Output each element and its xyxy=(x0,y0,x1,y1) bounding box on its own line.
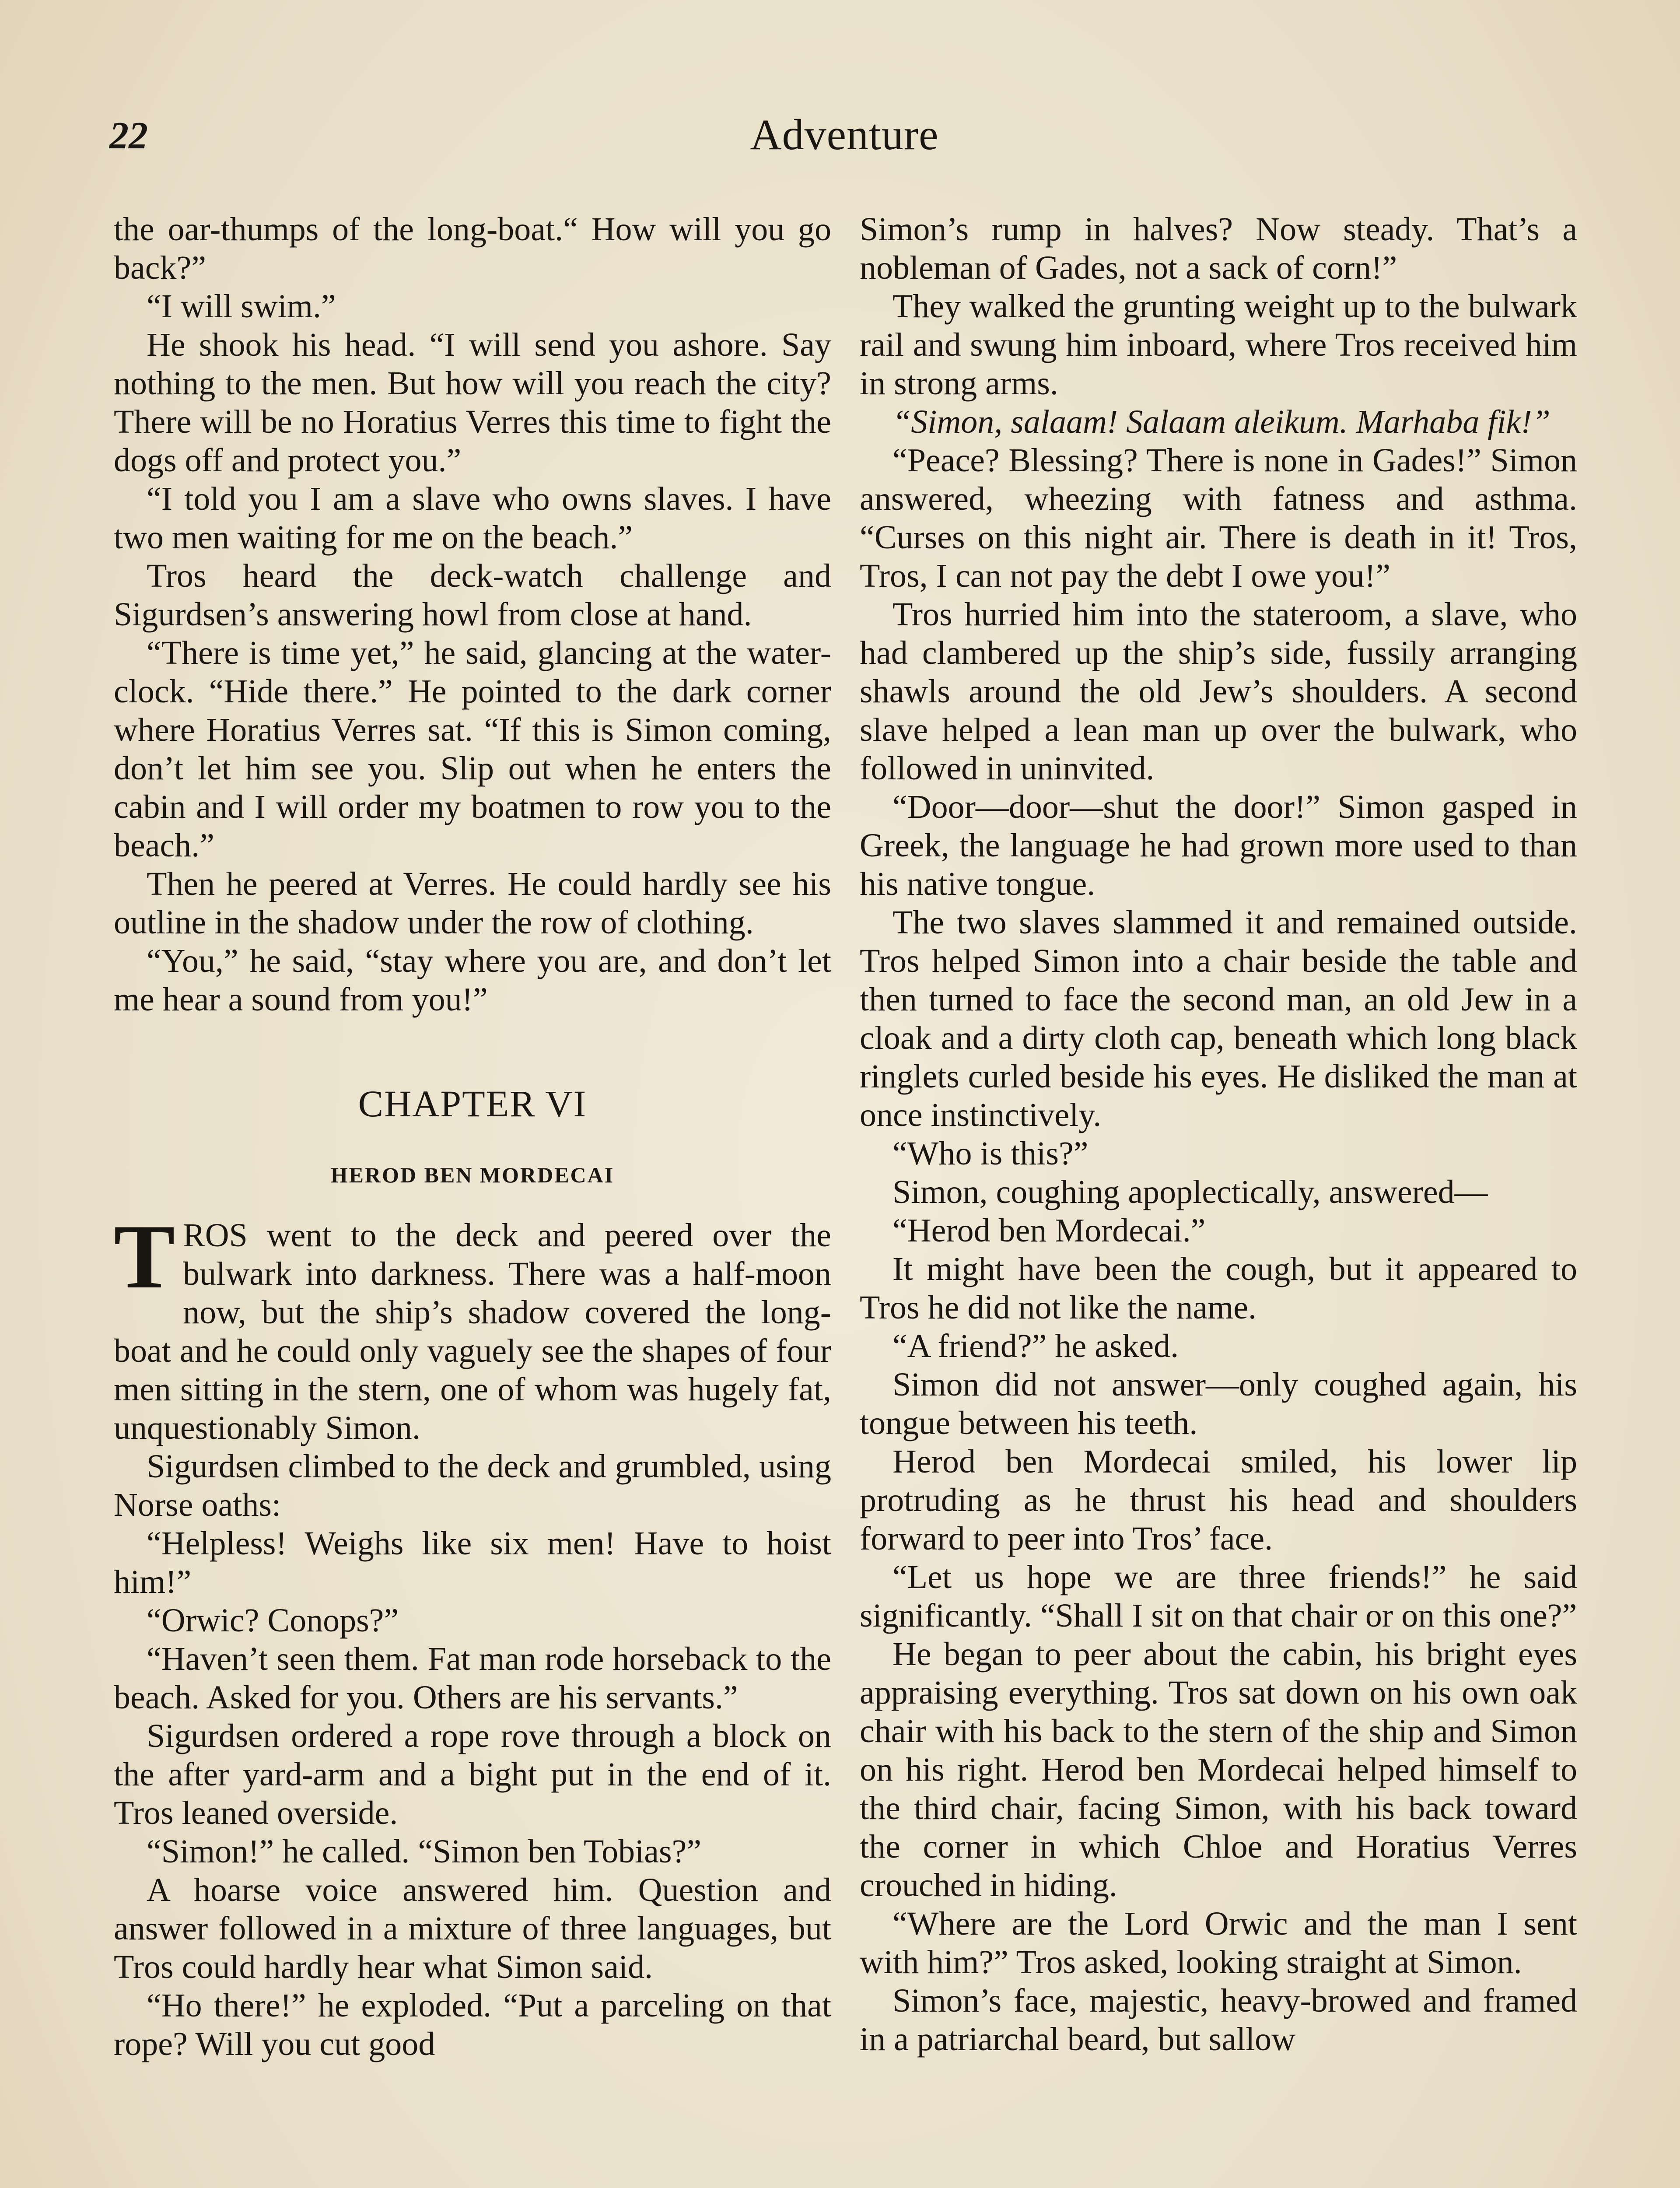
paragraph: “Helpless! Weighs like six men! Have to hoist him!” xyxy=(114,1525,831,1600)
paragraph: “Orwic? Conops?” xyxy=(147,1602,399,1639)
paragraph: “A friend?” he asked. xyxy=(892,1328,1179,1364)
paragraph: Simon did not answer—only coughed again, his tongue between his teeth. xyxy=(860,1366,1577,1441)
paragraph: It might have been the cough, but it appeared to Tros he did not like the name. xyxy=(860,1251,1577,1326)
paragraph: Simon, coughing apoplectically, answered— xyxy=(892,1174,1488,1210)
paragraph: He began to peer about the cabin, his bright eyes appraising everything. Tros sat down on his own oak chair with his back to the stern of the ship and Simon on his right. Herod ben Mordecai helped himself to the third chair, facing Simon, with his back toward the corner in which Chloe and Horatius Verres crouched in hiding. xyxy=(860,1636,1577,1904)
running-head: Adventure xyxy=(750,110,939,159)
paragraph: “Haven’t seen them. Fat man rode horseback to the beach. Asked for you. Others are his servants.” xyxy=(114,1641,831,1716)
paragraph: “Simon, salaam! Salaam aleikum. Marhaba fik!” xyxy=(892,403,1550,440)
paragraph: “I told you I am a slave who owns slaves. I have two men waiting for me on the beach.” xyxy=(114,480,831,556)
chapter-subtitle: HEROD BEN MORDECAI xyxy=(330,1163,615,1187)
paragraph: “Door—door—shut the door!” Simon gasped in Greek, the language he had grown more used to than his native tongue. xyxy=(860,789,1577,902)
page-number: 22 xyxy=(109,115,148,157)
paragraph: “I will swim.” xyxy=(147,288,336,325)
page-header xyxy=(109,109,1579,166)
chapter-title: CHAPTER VI xyxy=(358,1083,587,1125)
paragraph-text: ROS went to the deck and peered over the bulwark into darkness. There was a half-moon now, but the ship’s shadow covered the long-boat and he could only vaguely see the shapes of four men sitting in the stern, one of whom was hugely fat, unquestionably Simon. xyxy=(114,1217,831,1446)
paragraph: A hoarse voice answered him. Question and answer followed in a mixture of three languages, but Tros could hardly hear what Simon said. xyxy=(114,1872,831,1985)
paragraph: Then he peered at Verres. He could hardly see his outline in the shadow under the row of clothing. xyxy=(114,866,831,941)
paragraph: Sigurdsen climbed to the deck and grumbled, using Norse oaths: xyxy=(114,1448,831,1523)
paragraph: They walked the grunting weight up to the bulwark rail and swung him inboard, where Tros received him in strong arms. xyxy=(860,288,1577,402)
chapter-opening-paragraph xyxy=(114,1206,831,1447)
drop-cap: T xyxy=(114,1206,175,1308)
right-column xyxy=(860,210,1577,2058)
paragraph: Herod ben Mordecai smiled, his lower lip protruding as he thrust his head and shoulders forward to peer into Tros’ face. xyxy=(860,1443,1577,1557)
paragraph: “You,” he said, “stay where you are, and don’t let me hear a sound from you!” xyxy=(114,943,831,1018)
paragraph: “There is time yet,” he said, glancing at the water-clock. “Hide there.” He pointed to the dark corner where Horatius Verres sat. “If this is Simon coming, don’t let him see you. Slip out when he enters the cabin and I will order my boatmen to row you to the beach.” xyxy=(114,635,831,864)
paragraph: Simon’s rump in halves? Now steady. That’s a nobleman of Gades, not a sack of corn!” xyxy=(860,211,1577,286)
paragraph: “Herod ben Mordecai.” xyxy=(892,1212,1206,1249)
left-column xyxy=(114,210,831,2063)
paragraph: He shook his head. “I will send you ashore. Say nothing to the men. But how will you reach the city? There will be no Horatius Verres this time to fight the dogs off and protect you.” xyxy=(114,326,831,479)
paragraph: “Ho there!” he exploded. “Put a parceling on that rope? Will you cut good xyxy=(114,1987,831,2062)
paragraph: “Let us hope we are three friends!” he said significantly. “Shall I sit on that chair or on this one?” xyxy=(860,1559,1577,1634)
paragraph: Simon’s face, majestic, heavy-browed and framed in a patriarchal beard, but sallow xyxy=(860,1982,1577,2058)
paragraph: Tros heard the deck-watch challenge and Sigurdsen’s answering howl from close at hand. xyxy=(114,558,831,633)
paragraph: the oar-thumps of the long-boat.“ How will you go back?” xyxy=(114,211,831,286)
paragraph: “Where are the Lord Orwic and the man I sent with him?” Tros asked, looking straight at Simon. xyxy=(860,1905,1577,1981)
paragraph: Sigurdsen ordered a rope rove through a block on the after yard-arm and a bight put in the end of it. Tros leaned overside. xyxy=(114,1718,831,1831)
paragraph: The two slaves slammed it and remained outside. Tros helped Simon into a chair beside the table and then turned to face the second man, an old Jew in a cloak and a dirty cloth cap, beneath which long black ringlets curled beside his eyes. He disliked the man at once instinctively. xyxy=(860,904,1577,1133)
paragraph: “Who is this?” xyxy=(892,1135,1088,1172)
paragraph: Tros hurried him into the stateroom, a slave, who had clambered up the ship’s side, fussily arranging shawls around the old Jew’s shoulders. A second slave helped a lean man up over the bulwark, who followed in uninvited. xyxy=(860,596,1577,787)
paragraph: “Peace? Blessing? There is none in Gades!” Simon answered, wheezing with fatness and asthma. “Curses on this night air. There is death in it! Tros, Tros, I can not pay the debt I owe you!” xyxy=(860,442,1577,594)
paragraph: “Simon!” he called. “Simon ben Tobias?” xyxy=(147,1833,702,1870)
